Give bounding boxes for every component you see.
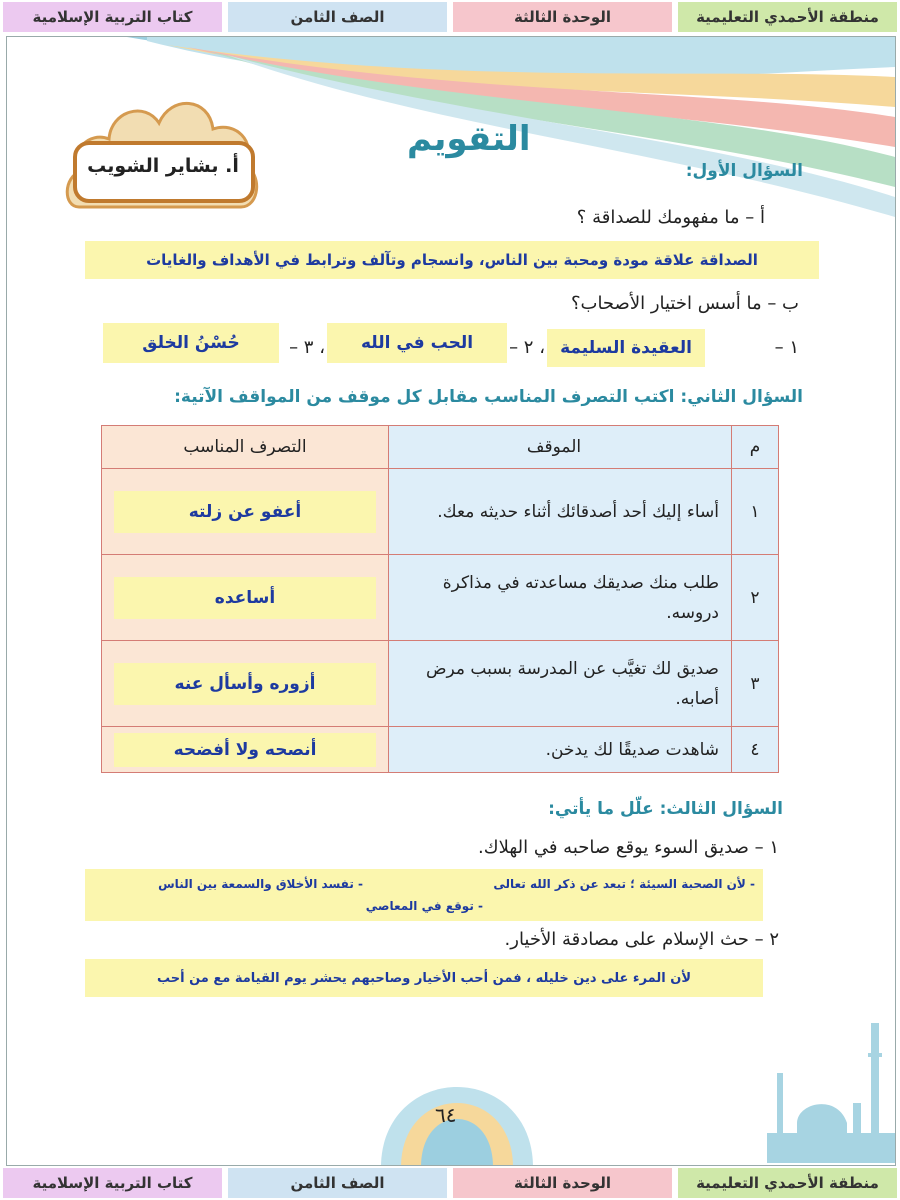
row-situation: أساء إليك أحد أصدقائك أثناء حديثه معك. bbox=[389, 469, 732, 555]
page-title: التقويم bbox=[407, 119, 531, 159]
grade-label: الصف الثامن bbox=[228, 2, 447, 32]
column-header-action: التصرف المناسب bbox=[102, 426, 389, 469]
table-header-row bbox=[102, 426, 779, 469]
author-name: أ. بشاير الشويب bbox=[87, 155, 239, 177]
row-number: ٣ bbox=[732, 641, 779, 727]
page-number-ornament bbox=[377, 1077, 537, 1166]
footer-labels bbox=[0, 1166, 900, 1200]
row-situation: شاهدت صديقًا لك يدخن. bbox=[389, 727, 732, 773]
row-situation: صديق لك تغيَّب عن المدرسة بسبب مرض أصابه. bbox=[389, 641, 732, 727]
q1-answer-3: حُسْنُ الخلق bbox=[103, 323, 279, 363]
row-action-cell bbox=[102, 555, 389, 641]
row-action: أعفو عن زلته bbox=[114, 491, 376, 533]
header-labels bbox=[0, 0, 900, 34]
q3-item-1: ١ – صديق السوء يوقع صاحبه في الهلاك. bbox=[478, 837, 779, 858]
column-header-situation: الموقف bbox=[389, 426, 732, 469]
unit-label: الوحدة الثالثة bbox=[453, 1168, 672, 1198]
column-header-num: م bbox=[732, 426, 779, 469]
unit-label: الوحدة الثالثة bbox=[453, 2, 672, 32]
q1-a-question: أ – ما مفهومك للصداقة ؟ bbox=[576, 207, 765, 228]
q1-answer-1: العقيدة السليمة bbox=[547, 329, 705, 367]
grade-label: الصف الثامن bbox=[228, 1168, 447, 1198]
row-number: ٤ bbox=[732, 727, 779, 773]
q3-item-1-answer-b: - تفسد الأخلاق والسمعة بين الناس bbox=[158, 877, 363, 891]
row-number: ١ bbox=[732, 469, 779, 555]
table-row bbox=[102, 469, 779, 555]
q1-b-question: ب – ما أسس اختيار الأصحاب؟ bbox=[570, 293, 799, 314]
mosque-silhouette-decoration bbox=[767, 1013, 895, 1163]
q1-num-3: ، ٣ – bbox=[289, 337, 325, 358]
row-situation: طلب منك صديقك مساعدته في مذاكرة دروسه. bbox=[389, 555, 732, 641]
row-action-cell bbox=[102, 727, 389, 773]
row-action-cell bbox=[102, 469, 389, 555]
page-number: ٦٤ bbox=[435, 1103, 457, 1127]
district-label: منطقة الأحمدي التعليمية bbox=[678, 2, 897, 32]
row-action: أنصحه ولا أفضحه bbox=[114, 733, 376, 767]
situations-table bbox=[101, 425, 779, 773]
book-label: كتاب التربية الإسلامية bbox=[3, 1168, 222, 1198]
q1-heading: السؤال الأول: bbox=[685, 161, 803, 181]
row-number: ٢ bbox=[732, 555, 779, 641]
q3-item-2-answer: لأن المرء على دين خليله ، فمن أحب الأخيار وصاحبهم يحشر يوم القيامة مع من أحب bbox=[85, 959, 763, 997]
q2-heading: السؤال الثاني: اكتب التصرف المناسب مقابل كل موقف من المواقف الآتية: bbox=[174, 387, 803, 407]
table-row bbox=[102, 641, 779, 727]
row-action: أساعده bbox=[114, 577, 376, 619]
row-action: أزوره وأسأل عنه bbox=[114, 663, 376, 705]
worksheet-page bbox=[6, 36, 896, 1166]
q1-a-answer: الصداقة علاقة مودة ومحبة بين الناس، وانسجام وتآلف وترابط في الأهداف والغايات bbox=[85, 241, 819, 279]
table-row bbox=[102, 727, 779, 773]
q3-item-1-answer bbox=[85, 869, 763, 921]
book-label: كتاب التربية الإسلامية bbox=[3, 2, 222, 32]
q3-heading: السؤال الثالث: علّل ما يأتي: bbox=[548, 799, 783, 819]
row-action-cell bbox=[102, 641, 389, 727]
q3-item-2: ٢ – حث الإسلام على مصادقة الأخيار. bbox=[504, 929, 779, 950]
district-label: منطقة الأحمدي التعليمية bbox=[678, 1168, 897, 1198]
table-row bbox=[102, 555, 779, 641]
q3-item-1-answer-a: - لأن الصحبة السيئة ؛ تبعد عن ذكر الله تعالى bbox=[493, 877, 755, 891]
q1-num-1: ١ – bbox=[774, 337, 799, 358]
q3-item-1-answer-c: - توقع في المعاصي bbox=[365, 899, 483, 913]
q1-num-2: ، ٢ – bbox=[509, 337, 545, 358]
q1-answer-2: الحب في الله bbox=[327, 323, 507, 363]
